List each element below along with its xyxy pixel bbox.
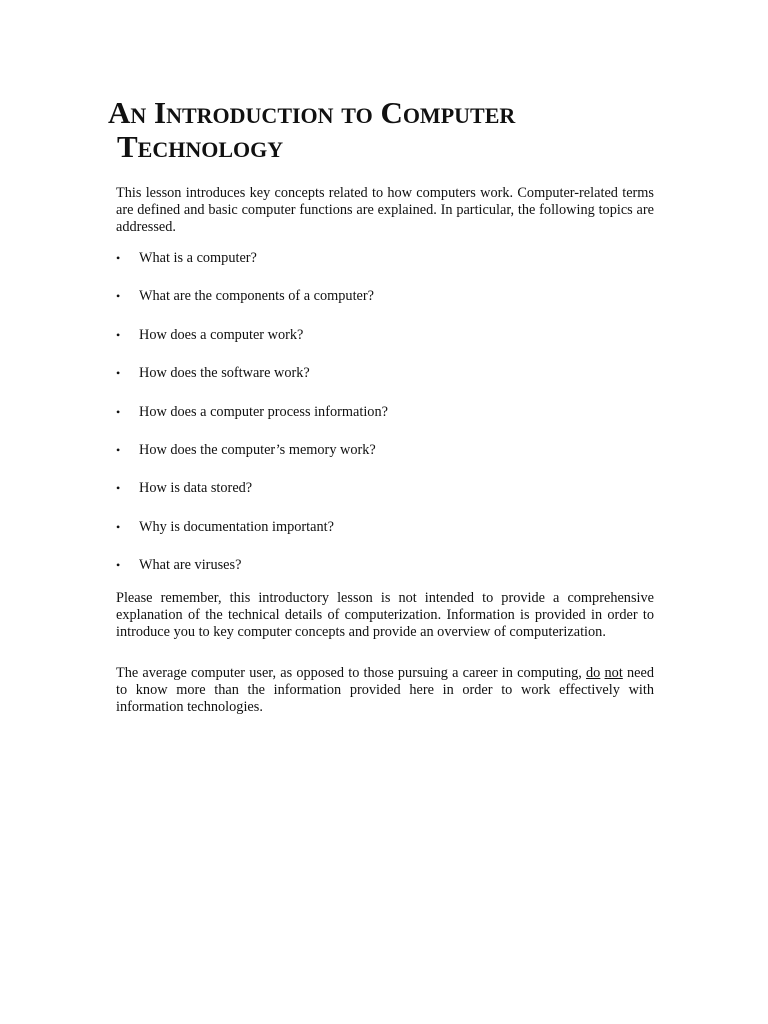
topic-text: How is data stored? [139,480,253,497]
list-item [116,557,654,574]
emphasis-not: not [604,665,623,681]
reminder-paragraph: Please remember, this introductory lesson is not intended to provide a comprehensive explanation of the technical details of computerization. Information is provided in order to introduce you to key computer concepts and provide an overview of computerization. [116,590,654,640]
list-item [116,519,654,536]
list-item [116,480,654,497]
topic-text: How does a computer work? [139,326,304,343]
title-line-2: Technology [117,129,284,164]
bullet-icon: • [116,289,121,304]
emphasis-do: do [586,665,601,681]
bullet-icon: • [116,442,121,457]
intro-paragraph: This lesson introduces key concepts related to how computers work. Computer-related terms are defined and basic computer functions are explained. In particular, the following topics are addressed. [116,185,654,235]
list-item [116,404,654,421]
topic-text: What is a computer? [139,250,257,266]
list-item [116,442,654,459]
bullet-icon: • [116,404,121,419]
list-item [116,250,654,267]
bullet-icon: • [116,481,121,496]
average-text-start: The average computer user, as opposed to those pursuing a career in computing, [116,665,587,681]
bullet-icon: • [116,519,121,534]
bullet-icon: • [116,327,121,342]
list-item [116,327,654,344]
average-text-end: need to know more than the information provided here in order to work effectively with information technologies. [116,665,654,715]
title-line-1: An Introduction to Computer [108,95,516,130]
topics-list [116,250,654,596]
bullet-icon: • [116,366,121,381]
list-item [116,288,654,305]
topic-text: How does the computer’s memory work? [139,441,376,458]
list-item [116,365,654,382]
topic-text: What are viruses? [139,557,242,574]
bullet-icon: • [116,251,121,265]
topic-text: How does a computer process information? [139,403,388,420]
topic-text: What are the components of a computer? [139,288,375,305]
topic-text: How does the software work? [139,365,310,382]
bullet-icon: • [116,558,121,573]
average-user-paragraph [116,665,654,716]
topic-text: Why is documentation important? [139,518,334,535]
document-title [108,96,668,164]
